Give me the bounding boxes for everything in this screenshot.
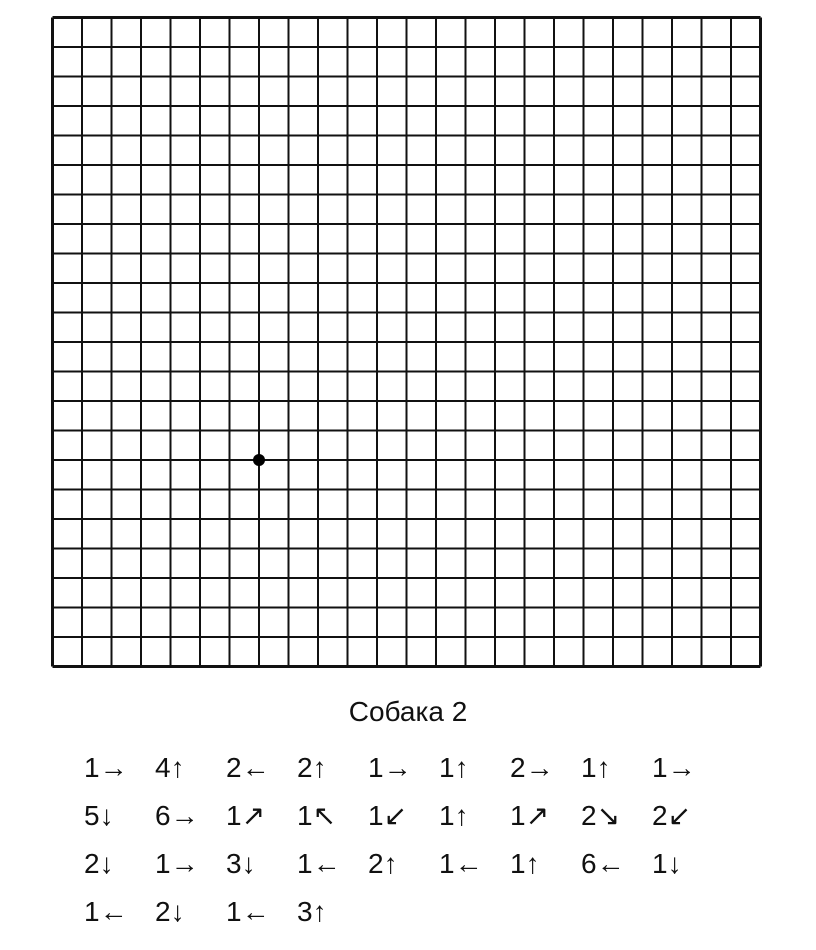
grid-svg <box>51 16 762 668</box>
instruction-step: 4↑ <box>155 752 185 783</box>
instruction-step: 1↗ <box>226 800 266 831</box>
instruction-step: 1→ <box>368 752 412 783</box>
instruction-step: 1← <box>226 896 270 927</box>
start-point-dot <box>253 454 265 466</box>
instruction-step: 2↑ <box>297 752 327 783</box>
instruction-step: 1→ <box>155 848 199 879</box>
instruction-step: 3↑ <box>297 896 327 927</box>
instruction-step: 2↓ <box>84 848 114 879</box>
instruction-row <box>84 748 784 796</box>
instruction-step: 5↓ <box>84 800 114 831</box>
instructions-block <box>84 748 784 940</box>
instruction-step: 1← <box>439 848 483 879</box>
instruction-step: 1← <box>84 896 128 927</box>
instruction-step: 2→ <box>510 752 554 783</box>
instruction-step: 1↙ <box>368 800 408 831</box>
instruction-step: 1↑ <box>439 800 469 831</box>
instruction-step: 1→ <box>652 752 696 783</box>
instruction-step: 6← <box>581 848 625 879</box>
instruction-step: 1← <box>297 848 341 879</box>
instruction-step: 1↖ <box>297 800 337 831</box>
instruction-step: 1↑ <box>581 752 611 783</box>
instruction-step: 1↑ <box>510 848 540 879</box>
instruction-step: 2↑ <box>368 848 398 879</box>
instruction-row <box>84 796 784 844</box>
instruction-step: 2← <box>226 752 270 783</box>
instruction-step: 2↙ <box>652 800 692 831</box>
drawing-grid <box>51 16 762 668</box>
instruction-step: 1↗ <box>510 800 550 831</box>
instruction-step: 1→ <box>84 752 128 783</box>
instruction-step: 3↓ <box>226 848 256 879</box>
instruction-step: 1↑ <box>439 752 469 783</box>
instruction-step: 2↘ <box>581 800 621 831</box>
instruction-row <box>84 892 784 940</box>
instruction-step: 2↓ <box>155 896 185 927</box>
instruction-step: 1↓ <box>652 848 682 879</box>
page-title: Собака 2 <box>348 696 468 727</box>
instruction-row <box>84 844 784 892</box>
instruction-step: 6→ <box>155 800 199 831</box>
